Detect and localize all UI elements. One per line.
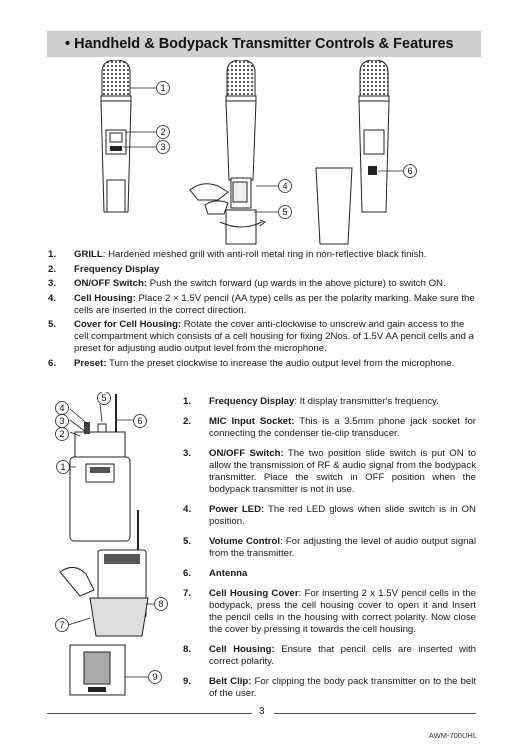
list-item: 1. Frequency Display: It display transmitter's frequency.	[183, 396, 439, 407]
list-item: 3. ON/OFF Switch: The two position slide switch is put ON to allow the transmission of RF & audio signal from the bodypack transmitter. Place the switch in OFF position when the bodypack transmitter is not in use.	[183, 448, 476, 495]
list-item: 1. GRILL: Hardened meshed grill with anti-roll metal ring in non-reflective black finish.	[48, 249, 427, 260]
callout-8: 8	[158, 599, 164, 609]
list-item: 4. Cell Housing: Place 2 × 1.5V pencil (AA type) cells as per the polarity marking. Make sure the cells are inserted in the correct direction.	[48, 292, 475, 316]
callout-5: 5	[101, 393, 107, 403]
belt-clip-view	[70, 645, 125, 695]
handheld-feature-list	[48, 249, 476, 373]
callout-3: 3	[160, 142, 166, 152]
bodypack-feature-list	[183, 396, 476, 708]
callout-2: 2	[160, 127, 166, 137]
callout-6: 6	[407, 166, 413, 176]
callout-4: 4	[282, 181, 288, 191]
callout-2: 2	[59, 429, 65, 439]
handheld-mic-illustration	[90, 60, 430, 245]
section-title: • Handheld & Bodypack Transmitter Controls & Features	[47, 31, 481, 57]
handheld-mic-cover-open	[190, 60, 265, 244]
list-item: 9. Belt Clip: For clipping the body pack transmitter on to the belt of the user.	[183, 676, 476, 699]
handheld-mic-rear	[359, 60, 389, 212]
bodypack-front	[70, 394, 130, 541]
list-item: 5. Cover for Cell Housing: Rotate the cover anti-clockwise to unscrew and gain access to the cell compartment which consists of a cell housing for fixing 2Nos. of 1.5V AA pencil cells and a preset for adjusting audio output level from the microphone.	[48, 319, 474, 355]
callout-1: 1	[60, 462, 66, 472]
list-item: 6. Antenna	[183, 568, 248, 579]
list-item: 7. Cell Housing Cover: For inserting 2 x 1.5V pencil cells in the bodypack, press the cell housing cover to open it and Insert the pencil cells in the housing with correct polarity. Now close the cover by pressing it towards the cell housing.	[183, 588, 476, 635]
list-item: 2. Frequency Display	[48, 263, 160, 275]
footer-rule-right	[274, 713, 476, 714]
handheld-mic-front	[101, 60, 131, 212]
callout-4: 4	[59, 403, 65, 413]
callout-6: 6	[137, 416, 143, 426]
bodypack-illustration	[50, 392, 175, 702]
list-item: 8. Cell Housing: Ensure that pencil cells are inserted with correct polarity.	[183, 644, 477, 667]
model-number: AWM-700UHL	[428, 731, 477, 740]
callout-3: 3	[59, 416, 65, 426]
cell-housing-cover-tube	[316, 168, 352, 244]
list-item: 6. Preset: Turn the preset clockwise to increase the audio output level from the microphone.	[48, 357, 455, 369]
list-item: 5. Volume Control: For adjusting the level of audio output signal from the transmitter.	[183, 536, 476, 559]
footer-rule-left	[47, 713, 252, 714]
list-item: 2. MIC Input Socket: This is a 3.5mm phone jack socket for connecting the condenser tie-clip transducer.	[183, 416, 476, 439]
list-item: 3. ON/OFF Switch: Push the switch forward (up wards in the above picture) to switch ON.	[48, 278, 446, 290]
callout-5: 5	[282, 207, 288, 217]
page-number: 3	[259, 706, 265, 717]
list-item: 4. Power LED: The red LED glows when slide switch is in ON position.	[183, 504, 476, 527]
callout-9: 9	[152, 672, 158, 682]
callout-1: 1	[160, 83, 166, 93]
callout-7: 7	[59, 620, 65, 630]
